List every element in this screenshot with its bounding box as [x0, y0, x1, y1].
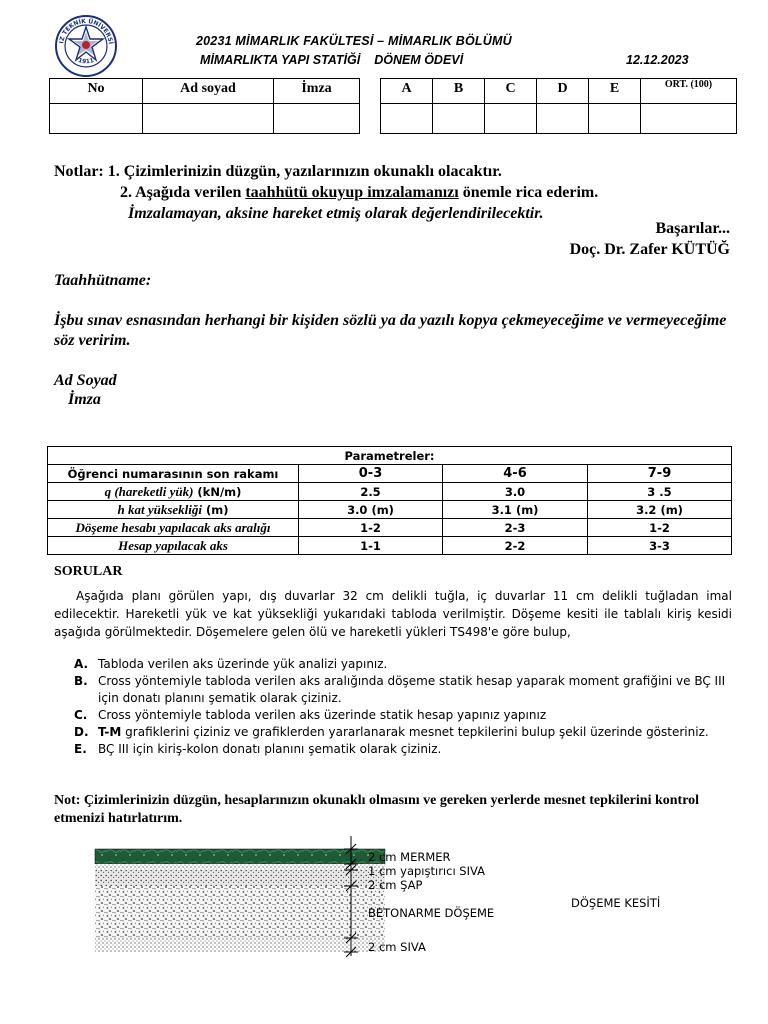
screed-layer: [95, 870, 385, 886]
row-label-unit: (m): [202, 502, 229, 517]
score-field-avg[interactable]: [641, 104, 737, 134]
parameters-table: [47, 446, 732, 555]
no-field[interactable]: [50, 104, 143, 134]
params-cell: 3 .5: [588, 483, 732, 501]
question-text: Cross yöntemiyle tabloda verilen aks aralığında döşeme statik hesap yaparak moment grafiğini ve BÇ III için donatı planını şematik olarak çiziniz.: [98, 674, 726, 705]
question-text: BÇ III için kiriş-kolon donatı planını şematik olarak çiziniz.: [98, 742, 442, 756]
params-col-1: 4-6: [443, 465, 588, 483]
score-header-e: E: [589, 79, 641, 104]
params-cell: 3.2 (m): [588, 501, 732, 519]
row-label-unit: (kN/m): [193, 484, 242, 499]
header-name: Ad soyad: [143, 79, 274, 104]
params-row-load: [48, 483, 732, 501]
params-cell: 1-1: [299, 537, 443, 555]
note-item-2-post: önemle rica ederim.: [458, 184, 599, 201]
params-title: Parametreler:: [48, 447, 732, 465]
score-header-avg: ORT. (100): [641, 79, 737, 104]
closing-text: Başarılar...: [655, 220, 730, 237]
question-key: B.: [74, 674, 88, 688]
question-key: E.: [74, 742, 87, 756]
note-item-1: 1. Çizimlerinizin düzgün, yazılarınızın okunaklı olacaktır.: [107, 163, 502, 180]
params-row-label: [48, 501, 299, 519]
logo-text-bottom: 1911: [77, 56, 95, 66]
question-text: grafiklerini çiziniz ve grafiklerden yararlanarak mesnet tepkilerini bulup şekil üzerinde gösteriniz.: [121, 725, 709, 739]
questions-intro: Aşağıda planı görülen yapı, dış duvarlar 32 cm delikli tuğla, iç duvarlar 11 cm delikli tuğladan imal edilecektir. Hareketli yük ve kat yüksekliği yukarıdaki tabloda verilmiştir. Döşeme kesiti ile tablalı kiriş kesidi aşağıda görülmektedir. Döşemelere gelen ölü ve hareketli yükleri TS498'e göre bulup,: [54, 589, 732, 639]
final-note: Not: Çizimlerinizin düzgün, hesaplarınızın okunaklı olmasını ve gereken yerlerde mesnet tepkilerini kontrol etmenizi hatırlatırım.: [54, 793, 700, 826]
faculty-header: 20231 MİMARLIK FAKÜLTESİ – MİMARLIK BÖLÜMÜ: [196, 34, 512, 48]
question-key: C.: [74, 708, 88, 722]
params-cell: 1-2: [588, 519, 732, 537]
score-table: [380, 78, 737, 134]
note-item-2-underlined: taahhütü okuyup imzalamanızı: [245, 184, 459, 201]
params-col-0: 0-3: [299, 465, 443, 483]
section-title: DÖŞEME KESİTİ: [571, 896, 661, 910]
params-row-label: Döşeme hesabı yapılacak aks aralığı: [48, 519, 299, 537]
params-cell: 3.0: [443, 483, 588, 501]
row-label-italic: q (hareketli yük): [104, 483, 194, 499]
params-row-slab-axis: [48, 519, 732, 537]
score-header-c: C: [485, 79, 537, 104]
note-line-2: [54, 182, 598, 203]
question-text: Cross yöntemiyle tabloda verilen aks üzerinde statik hesap yapınız yapınız: [98, 708, 547, 722]
params-last-digit-label: Öğrenci numarasının son rakamı: [48, 465, 299, 483]
question-bold-prefix: T-M: [98, 725, 122, 739]
params-row-height: [48, 501, 732, 519]
question-item: [74, 724, 738, 741]
questions-heading: SORULAR: [54, 564, 123, 579]
closing-block: [570, 218, 730, 260]
params-cell: 2-3: [443, 519, 588, 537]
question-key: D.: [74, 725, 89, 739]
row-label-italic: h kat yüksekliği: [117, 501, 202, 517]
params-cell: 2.5: [299, 483, 443, 501]
label-screed: 2 cm ŞAP: [368, 878, 423, 892]
pledge-name-label: Ad Soyad: [54, 372, 117, 389]
instructor-name: Doç. Dr. Zafer KÜTÜĞ: [569, 241, 730, 258]
svg-text:1911: [77, 57, 95, 65]
concrete-slab-layer: [95, 886, 385, 938]
label-adhesive: 1 cm yapıştırıcı SIVA: [368, 864, 485, 878]
params-cell: 3-3: [588, 537, 732, 555]
params-row-calc-axis: [48, 537, 732, 555]
floor-section-drawing: [50, 834, 750, 964]
logo-text-top: IZ TEKNİK ÜNİVERSİ: [58, 17, 114, 45]
score-header-a: A: [381, 79, 433, 104]
question-key: A.: [74, 657, 89, 671]
exam-type: DÖNEM ÖDEVİ: [374, 53, 464, 67]
score-field-d[interactable]: [537, 104, 589, 134]
pledge-text: İşbu sınav esnasından herhangi bir kişiden sözlü ya da yazılı kopya çekmeyeceğime ve vermeyeceğime söz veririm.: [54, 312, 727, 349]
label-marble: 2 cm MERMER: [368, 850, 451, 864]
params-col-2: 7-9: [588, 465, 732, 483]
adhesive-layer: [95, 864, 385, 870]
course-name: MİMARLIKTA YAPI STATİĞİ: [200, 53, 361, 67]
pledge-sign-label: İmza: [68, 391, 101, 408]
question-item: [74, 741, 738, 758]
note-item-2-pre: 2. Aşağıda verilen: [120, 184, 246, 201]
pledge-sign-block: [54, 371, 117, 409]
params-row-label: Hesap yapılacak aks: [48, 537, 299, 555]
params-cell: 3.1 (m): [443, 501, 588, 519]
score-field-a[interactable]: [381, 104, 433, 134]
plaster-layer: [95, 938, 385, 952]
header-no: No: [50, 79, 143, 104]
params-row-label: [48, 483, 299, 501]
questions-list: [74, 656, 738, 758]
score-field-b[interactable]: [433, 104, 485, 134]
pledge-title: Taahhütname:: [54, 272, 152, 289]
university-logo: [54, 14, 118, 78]
question-text: Tabloda verilen aks üzerinde yük analizi yapınız.: [98, 657, 388, 671]
params-cell: 2-2: [443, 537, 588, 555]
score-field-c[interactable]: [485, 104, 537, 134]
notes-block: [54, 161, 598, 224]
label-concrete-slab: BETONARME DÖŞEME: [368, 906, 495, 920]
student-info-table: [49, 78, 360, 134]
question-item: [74, 673, 738, 707]
name-field[interactable]: [143, 104, 274, 134]
question-item: [74, 656, 738, 673]
score-header-d: D: [537, 79, 589, 104]
course-header: [200, 53, 463, 67]
score-field-e[interactable]: [589, 104, 641, 134]
label-plaster: 2 cm SIVA: [368, 940, 426, 954]
params-cell: 1-2: [299, 519, 443, 537]
signature-field[interactable]: [274, 104, 360, 134]
note-line-1: [54, 161, 598, 182]
question-item: [74, 707, 738, 724]
marble-layer: [95, 849, 385, 864]
header-signature: İmza: [274, 79, 360, 104]
exam-date: 12.12.2023: [626, 53, 689, 67]
notes-label: Notlar:: [54, 163, 104, 180]
params-cell: 3.0 (m): [299, 501, 443, 519]
score-header-b: B: [433, 79, 485, 104]
note-item-3: İmzalamayan, aksine hareket etmiş olarak değerlendirilecektir.: [128, 205, 544, 222]
